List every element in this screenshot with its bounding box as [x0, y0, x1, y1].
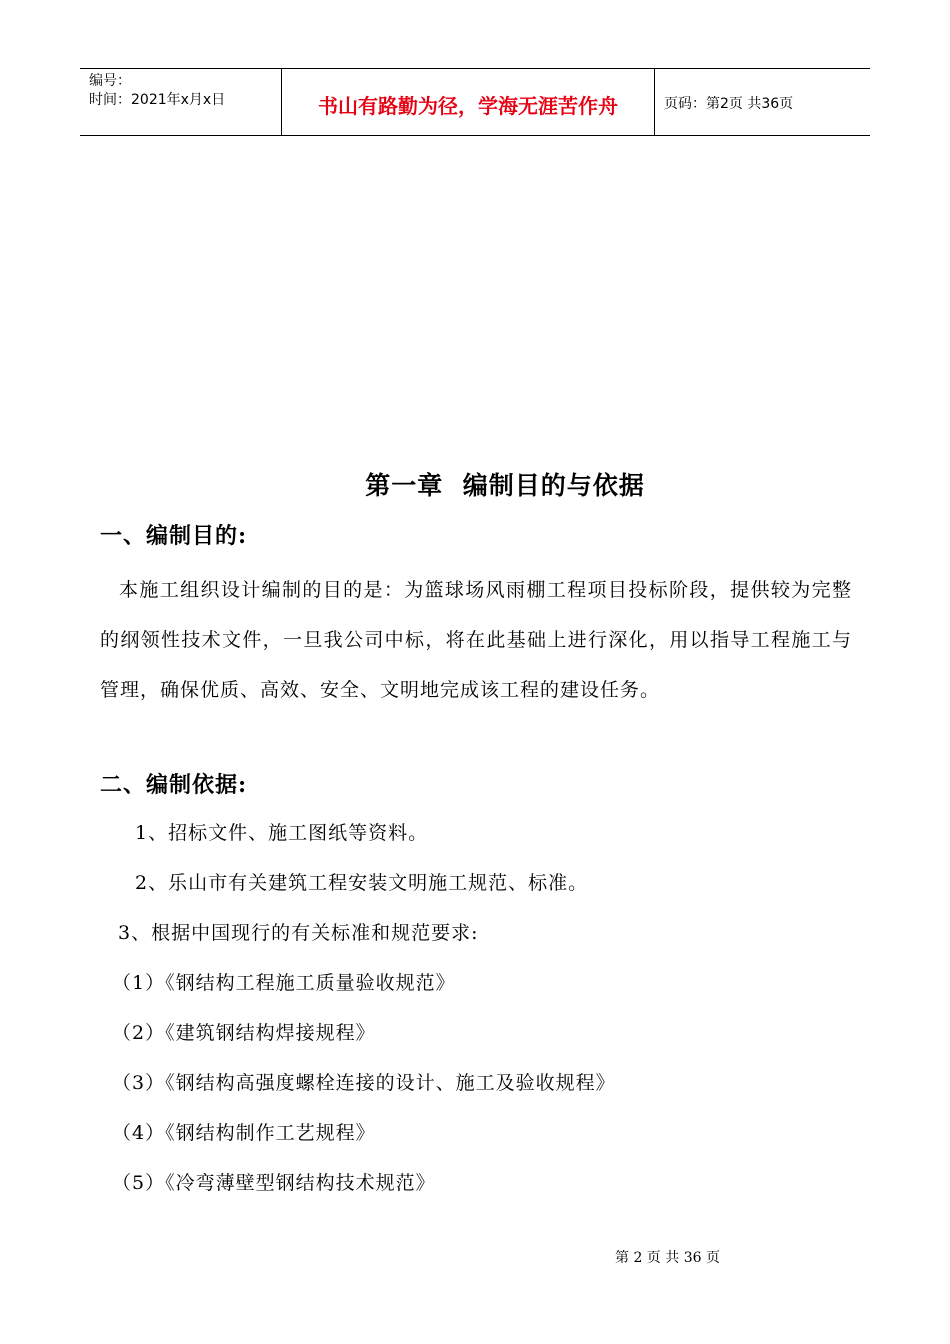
standard-item: （1）《钢结构工程施工质量验收规范》	[112, 972, 456, 994]
purpose-paragraph: 本施工组织设计编制的目的是：为篮球场风雨棚工程项目投标阶段，提供较为完整的纲领性技术文件，一旦我公司中标，将在此基础上进行深化，用以指导工程施工与管理，确保优质、高效、安全、文明地完成该工程的建设任务。	[100, 579, 852, 701]
header-motto: 书山有路勤为径，学海无涯苦作舟	[282, 69, 655, 135]
section-heading-purpose: 一、编制目的:	[100, 523, 248, 549]
standard-item: （4）《钢结构制作工艺规程》	[112, 1122, 376, 1144]
standard-item: （2）《建筑钢结构焊接规程》	[112, 1022, 376, 1044]
basis-item: 2、乐山市有关建筑工程安装文明施工规范、标准。	[135, 872, 589, 894]
header-number-label: 编号：	[89, 73, 131, 89]
standard-item: （3）《钢结构高强度螺栓连接的设计、施工及验收规程》	[112, 1072, 616, 1094]
header-meta-cell	[80, 69, 282, 135]
standard-item: （5）《冷弯薄壁型钢结构技术规范》	[112, 1172, 436, 1194]
chapter-title: 第一章 编制目的与依据	[365, 471, 645, 500]
basis-item: 3、根据中国现行的有关标准和规范要求:	[118, 922, 479, 944]
section-heading-basis: 二、编制依据:	[100, 772, 248, 798]
header-time-label: 时间：2021年x月x日	[89, 92, 226, 108]
page-footer: 第 2 页 共 36 页	[615, 1250, 720, 1266]
page-header	[80, 68, 870, 136]
basis-item: 1、招标文件、施工图纸等资料。	[135, 822, 429, 844]
header-page-info: 页码：第2页 共36页	[664, 96, 794, 112]
